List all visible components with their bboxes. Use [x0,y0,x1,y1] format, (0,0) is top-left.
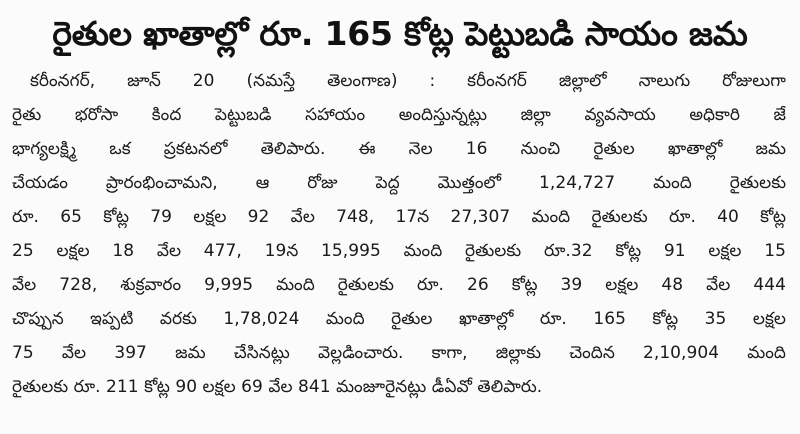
article-line-9: 75 వేల 397 జమ చేసినట్లు వెల్లడించారు. కాగా, జిల్లాకు చెందిన 2,10,904 మంది [12,343,786,363]
article-line-4: చేయడం ప్రారంభించామని, ఆ రోజు పెద్ద మొత్తంలో 1,24,727 మంది రైతులకు [12,173,786,193]
article-line-7: వేల 728, శుక్రవారం 9,995 మంది రైతులకు రూ. 26 కోట్ల 39 లక్షల 48 వేల 444 [12,275,786,295]
article-line-2: రైతు భరోసా కింద పెట్టుబడి సహాయం అందిస్తున్నట్లు జిల్లా వ్యవసాయ అధికారి జే [12,105,786,125]
article-line-1: కరీంనగర్, జూన్ 20 (నమస్తే తెలంగాణ) : కరీంనగర్ జిల్లాలో నాలుగు రోజులుగా [30,71,786,91]
article-line-6: 25 లక్షల 18 వేల 477, 19న 15,995 మంది రైతులకు రూ.32 కోట్ల 91 లక్షల 15 [12,241,786,261]
article-line-10: రైతులకు రూ. 211 కోట్ల 90 లక్షల 69 వేల 841 మంజూరైనట్లు డీఏవో తెలిపారు. [12,377,543,397]
article-body [12,64,786,430]
article-line-8: చొప్పున ఇప్పటి వరకు 1,78,024 మంది రైతుల ఖాతాల్లో రూ. 165 కోట్ల 35 లక్షల [12,309,786,329]
article-line-3: భాగ్యలక్ష్మి ఒక ప్రకటనలో తెలిపారు. ఈ నెల 16 నుంచి రైతుల ఖాతాల్లో జమ [12,139,786,159]
headline: రైతుల ఖాతాల్లో రూ. 165 కోట్ల పెట్టుబడి సాయం జమ [52,14,748,53]
article-line-5: రూ. 65 కోట్ల 79 లక్షల 92 వేల 748, 17న 27,307 మంది రైతులకు రూ. 40 కోట్ల [12,207,786,227]
